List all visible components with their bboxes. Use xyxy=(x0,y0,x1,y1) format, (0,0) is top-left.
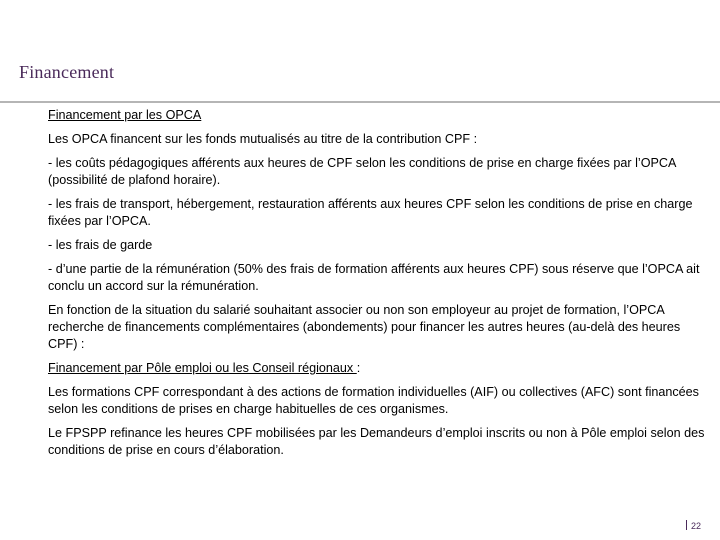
title-divider xyxy=(0,101,720,103)
slide-body xyxy=(48,107,710,466)
heading-pole-emploi xyxy=(48,360,710,377)
heading-pole-emploi-text: Financement par Pôle emploi ou les Conseil régionaux xyxy=(48,361,357,375)
heading-opca-text: Financement par les OPCA xyxy=(48,108,202,122)
bullet-frais-transport: - les frais de transport, hébergement, restauration afférents aux heures CPF selon les conditions de prise en charge fixées par l’OPCA. xyxy=(48,197,693,228)
page-footer xyxy=(686,520,701,531)
slide-title: Financement xyxy=(19,62,115,82)
paragraph-abondements: En fonction de la situation du salarié souhaitant associer ou non son employeur au projet de formation, l’OPCA recherche de financements complémentaires (abondements) pour financer les autres heures (au-delà des heures CPF) : xyxy=(48,303,681,351)
bullet-frais-garde: - les frais de garde xyxy=(48,238,153,252)
heading-opca xyxy=(48,107,710,124)
paragraph-fpspp: Le FPSPP refinance les heures CPF mobilisées par les Demandeurs d’emploi inscrits ou non à Pôle emploi selon des conditions de prise en cours d’élaboration. xyxy=(48,426,705,457)
bullet-remuneration: - d’une partie de la rémunération (50% des frais de formation afférents aux heures CPF) sous réserve que l’OPCA ait conclu un accord sur la rémunération. xyxy=(48,262,700,293)
paragraph-aif-afc: Les formations CPF correspondant à des actions de formation individuelles (AIF) ou collectives (AFC) sont financées selon les conditions de prises en charge habituelles de ces organismes. xyxy=(48,385,699,416)
bullet-couts-pedagogiques: - les coûts pédagogiques afférents aux heures de CPF selon les conditions de prise en charge fixées par l’OPCA (possibilité de plafond horaire). xyxy=(48,156,676,187)
heading-pole-emploi-colon: : xyxy=(356,361,361,375)
footer-divider xyxy=(686,520,687,530)
page-number: 22 xyxy=(690,521,701,531)
paragraph-intro: Les OPCA financent sur les fonds mutualisés au titre de la contribution CPF : xyxy=(48,132,478,146)
